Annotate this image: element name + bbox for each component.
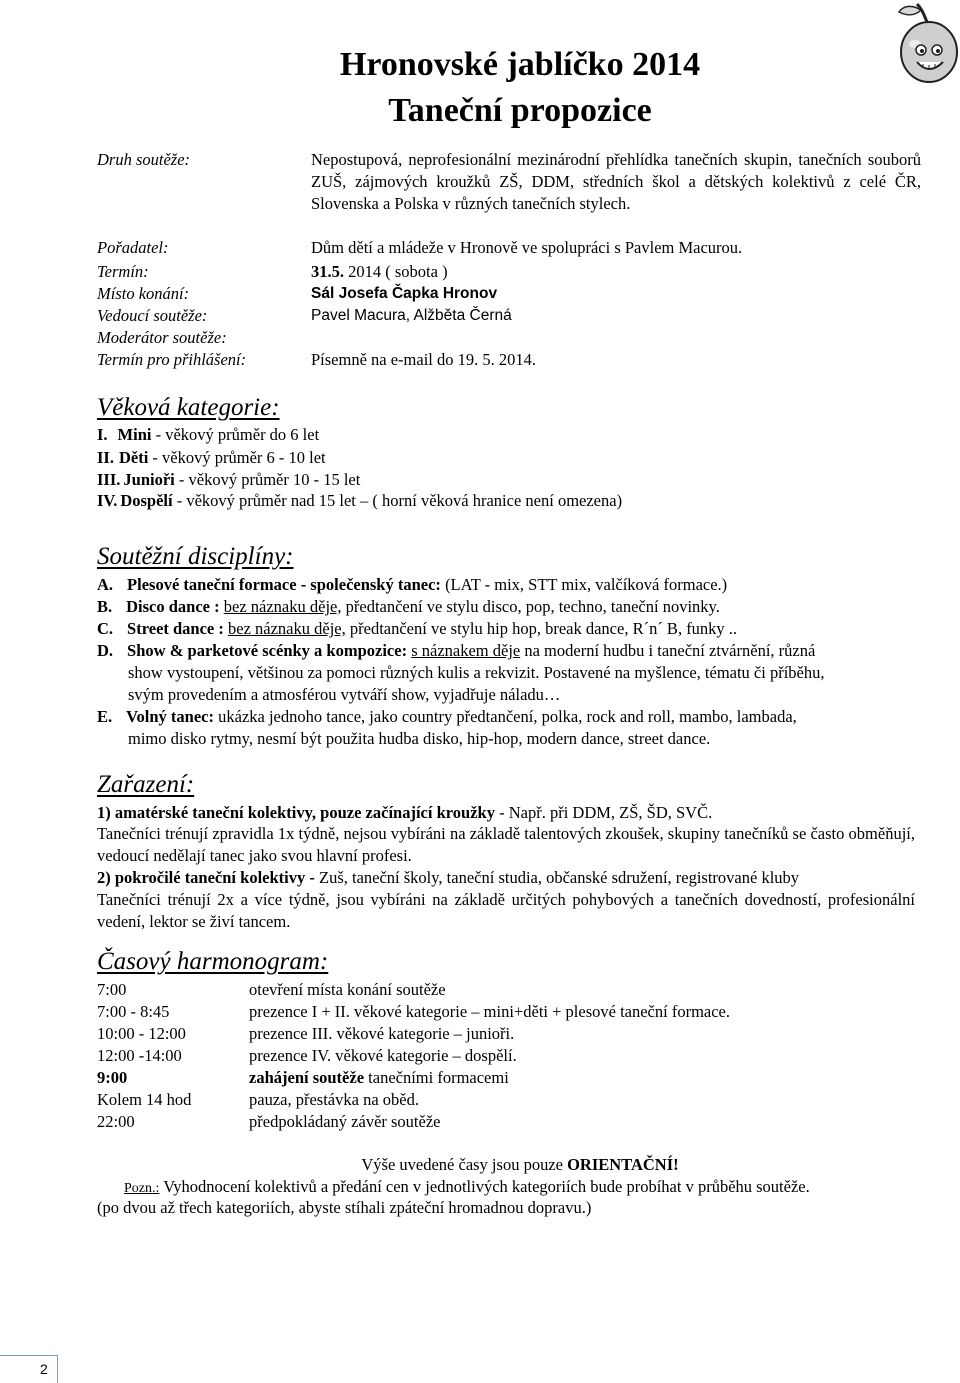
vekova-item: II. Děti - věkový průměr 6 - 10 let (97, 448, 326, 467)
discipline-e-line2: mimo disko rytmy, nesmí být použita hudba disko, hip-hop, modern dance, street dance. (128, 729, 711, 748)
zarazeni-p2-text: Tanečníci trénují 2x a více týdně, jsou vybíráni na základě určitých pohybových a tanečních dovedností, profesionální vedení, lektor se živí tancem. (97, 890, 915, 931)
prihlaseni-label: Termín pro přihlášení: (97, 350, 247, 369)
pozn-line2: (po dvou až třech kategoriích, abyste stíhali zpáteční hromadnou dopravu.) (97, 1198, 592, 1217)
schedule-desc: prezence I + II. věkové kategorie – mini+děti + plesové taneční formace. (249, 1002, 730, 1021)
vedouci-value: Pavel Macura, Alžběta Černá (311, 307, 512, 324)
termin-date: 31.5. (311, 262, 344, 281)
discipline-e: E. Volný tanec: ukázka jednoho tance, jako country předtančení, polka, rock and roll, mambo, lambada, (97, 707, 797, 726)
schedule-desc: prezence III. věkové kategorie – junioři. (249, 1024, 515, 1043)
vedouci-label: Vedoucí soutěže: (97, 306, 208, 325)
druh-label: Druh soutěže: (97, 150, 191, 169)
zarazeni-p2-title: 2) pokročilé taneční kolektivy - Zuš, taneční školy, taneční studia, občanské sdružení, registrované kluby (97, 868, 800, 887)
page-number: 2 (40, 1361, 48, 1377)
schedule-time: 10:00 - 12:00 (97, 1024, 186, 1043)
document-title: Hronovské jablíčko 2014 (339, 46, 701, 83)
discipline-d-line3: svým provedením a atmosférou vytváří show, vyjadřuje náladu… (128, 685, 561, 704)
discipline-d-line2: show vystoupení, většinou za pomoci různých kulis a rekvizit. Postavené na myšlence, tématu či příběhu, (128, 663, 825, 682)
termin-rest: 2014 ( sobota ) (344, 262, 448, 281)
misto-label: Místo konání: (97, 284, 190, 303)
schedule-desc: předpokládaný závěr soutěže (249, 1112, 441, 1131)
schedule-time: 22:00 (97, 1112, 135, 1131)
schedule-desc: pauza, přestávka na oběd. (249, 1090, 419, 1109)
moderator-label: Moderátor soutěže: (97, 328, 227, 347)
discipliny-heading: Soutěžní disciplíny: (97, 543, 294, 570)
zarazeni-p1-title: 1) amatérské taneční kolektivy, pouze začínající kroužky - Např. při DDM, ZŠ, ŠD, SVČ. (97, 803, 713, 822)
orientation-note: Výše uvedené časy jsou pouze ORIENTAČNÍ! (361, 1155, 679, 1174)
schedule-time: 7:00 (97, 980, 127, 999)
schedule-time: 7:00 - 8:45 (97, 1002, 170, 1021)
zarazeni-p1-text: Tanečníci trénují zpravidla 1x týdně, nejsou vybíráni na základě talentových zkoušek, skupiny tanečníků se často obměňují, vedoucí nedělají tanec jako svou hlavní profesi. (97, 824, 915, 865)
prihlaseni-value: Písemně na e-mail do 19. 5. 2014. (311, 350, 537, 369)
pozn-line: Pozn.: Vyhodnocení kolektivů a předání cen v jednotlivých kategoriích bude probíhat v průběhu soutěže. (124, 1177, 810, 1196)
druh-value: Nepostupová, neprofesionální mezinárodní přehlídka tanečních skupin, tanečních souborů ZUŠ, zájmových kroužků ZŠ, DDM, středních škol a dětských kolektivů z celé ČR, Slovenska a Polska v různých tanečních stylech. (311, 150, 921, 213)
schedule-time: 12:00 -14:00 (97, 1046, 182, 1065)
schedule-time: 9:00 (97, 1068, 128, 1087)
poradatel-value: Dům dětí a mládeže v Hronově ve spolupráci s Pavlem Macurou. (311, 238, 743, 257)
pozn-label: Pozn.: (124, 1181, 160, 1196)
poradatel-label: Pořadatel: (97, 238, 169, 257)
discipline-a: A. Plesové taneční formace - společenský tanec: (LAT - mix, STT mix, valčíková formace.) (97, 575, 728, 594)
discipline-d: D. Show & parketové scénky a kompozice: s náznakem děje na moderní hudbu i taneční ztvárnění, různá (97, 641, 816, 660)
document-subtitle: Taneční propozice (388, 92, 652, 129)
page-number-divider (0, 1355, 57, 1356)
termin-value (311, 261, 448, 283)
schedule-time: Kolem 14 hod (97, 1090, 192, 1109)
apple-mascot-icon (893, 0, 960, 88)
schedule-desc: prezence IV. věkové kategorie – dospělí. (249, 1046, 517, 1065)
vekova-item: I. Mini - věkový průměr do 6 let (97, 425, 320, 444)
zarazeni-heading: Zařazení: (97, 771, 195, 798)
harmonogram-heading: Časový harmonogram: (97, 948, 329, 975)
vekova-item: IV. Dospělí - věkový průměr nad 15 let – ( horní věková hranice není omezena) (97, 491, 623, 510)
schedule-desc: zahájení soutěže tanečními formacemi (249, 1068, 509, 1087)
termin-label: Termín: (97, 262, 149, 281)
schedule-desc: otevření místa konání soutěže (249, 980, 446, 999)
vekova-heading: Věková kategorie: (97, 394, 280, 421)
discipline-b: B. Disco dance : bez náznaku děje, předtančení ve stylu disco, pop, techno, taneční novinky. (97, 597, 720, 616)
misto-value: Sál Josefa Čapka Hronov (311, 285, 498, 302)
discipline-c: C. Street dance : bez náznaku děje, předtančení ve stylu hip hop, break dance, R´n´ B, funky .. (97, 619, 738, 638)
page-number-divider-vertical (57, 1355, 58, 1383)
vekova-item: III. Junioři - věkový průměr 10 - 15 let (97, 470, 361, 489)
